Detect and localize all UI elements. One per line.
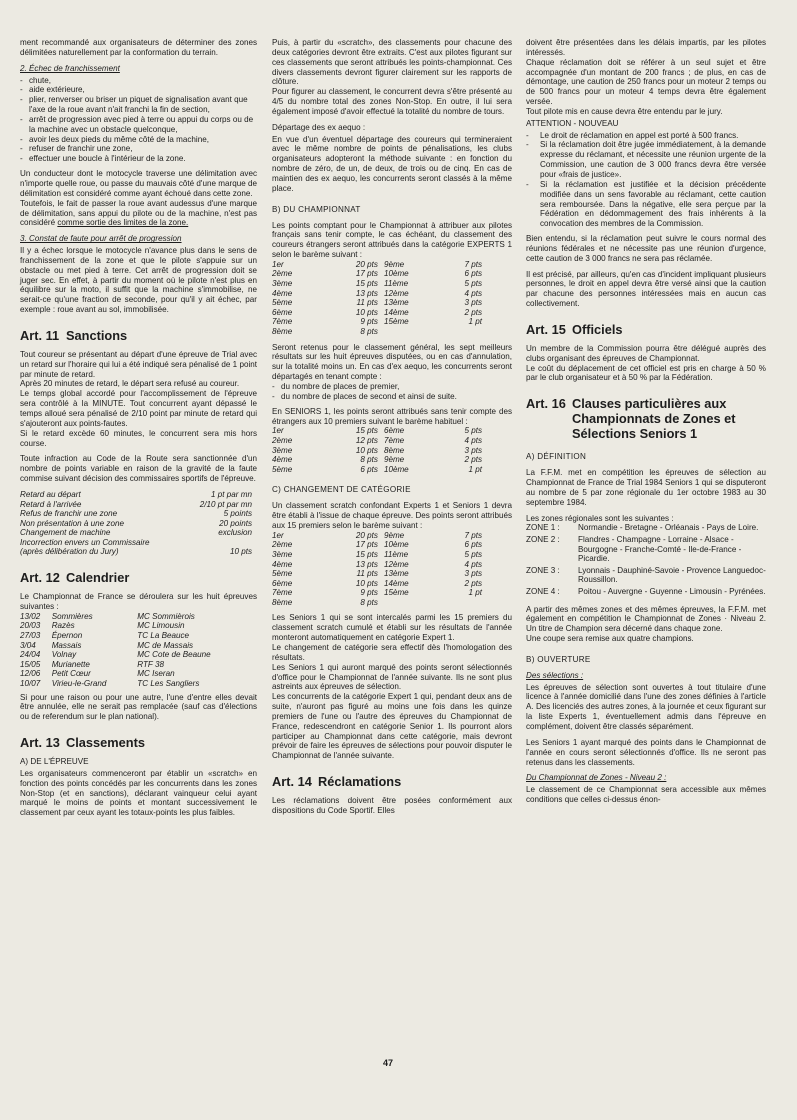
list-item: - refuser de franchir une zone,: [20, 144, 257, 154]
table-row: [272, 569, 482, 579]
article-number: Art. 12: [20, 570, 60, 586]
departage-list: [272, 382, 512, 402]
points: 10 pts: [355, 445, 378, 455]
points: 8 pts: [360, 455, 378, 465]
bien-entendu-paragraph: Bien entendu, si la réclamation peut suivre le cours normal des réunions fédérales et ne nécessite pas une réunion d'urgence, cette caution de 3 000 francs ne sera pas réclamée.: [526, 234, 766, 263]
rank: 12ème: [383, 559, 409, 569]
list-item: - Si la réclamation doit être jugée immédiatement, à la demande expresse du réclamant, et nécessite une réunion urgente de la Commission, une caution de 3 000 francs devra être versée pour «frais de justice».: [526, 140, 766, 179]
table-row: [20, 650, 252, 660]
event-club: MC Iseran: [137, 669, 175, 679]
event-club: MC Cote de Beaune: [137, 650, 211, 660]
table-row: [20, 519, 252, 529]
list-item: - du nombre de places de second et ainsi de suite.: [272, 392, 512, 402]
table-row: [272, 279, 482, 289]
points: 1 pt: [468, 464, 482, 474]
points: 8 pts: [360, 597, 378, 607]
ffm-paragraph: La F.F.M. met en compétition les épreuves de sélection au Championnat de France de Trial 1984 Seniors 1 qui se disputeront au nombre de 5 par zone régionale du 1er octobre 1983 au 30 septembre 1984.: [526, 468, 766, 507]
penalty-label: Refus de franchir une zone: [20, 509, 118, 519]
page-number: 47: [383, 1058, 394, 1068]
rank: 3ème: [272, 445, 293, 455]
championnat-paragraph: Les points comptant pour le Championnat à attribuer aux pilotes français sans tenir compte, le cas échéant, du classement des coureurs étrangers seront attribués dans la catégorie EXPERTS 1 selon le barème suivant :: [272, 220, 512, 260]
rank: 10ème: [383, 540, 409, 550]
points: 6 pts: [464, 540, 482, 550]
table-row: [20, 538, 252, 548]
zone-name: ZONE 2 :: [526, 534, 560, 544]
points: 6 pts: [464, 269, 482, 279]
points: 8 pts: [360, 327, 378, 337]
rank: 10ème: [383, 269, 409, 279]
zone-name: ZONE 1 :: [526, 523, 560, 533]
table-row: [272, 436, 482, 446]
table-row: [526, 523, 766, 535]
points: 12 pts: [355, 435, 378, 445]
points: 17 pts: [355, 540, 378, 550]
coupe-paragraph: Une coupe sera remise aux quatre champions.: [526, 634, 694, 644]
points: 10 pts: [355, 307, 378, 317]
column-right: [526, 38, 766, 811]
zone-regions: Normandie - Bretagne - Orléanais - Pays de Loire.: [578, 523, 759, 533]
table-row: [272, 598, 482, 608]
penalty-value: 20 points: [219, 518, 252, 528]
toutefois-underlined: comme sortie des limites de la zone.: [57, 218, 189, 228]
points: 15 pts: [355, 426, 378, 436]
points: [441, 598, 482, 608]
points: 15 pts: [355, 279, 378, 289]
temps-global-paragraph: Le temps global accordé pour l'accomplissement de l'épreuve sera contrôlé à la MINUTE. Tout concurrent ayant dépassé le temps alloué sera pénalisé de 2/10 point par minute de retard qui s'ajouteront aux points-fautes.: [20, 389, 257, 428]
table-row: [272, 465, 482, 475]
apres20-paragraph: Après 20 minutes de retard, le départ sera refusé au coureur.: [20, 379, 240, 389]
table-row: [526, 587, 766, 599]
event-place: Massais: [51, 640, 82, 650]
points: 3 pts: [464, 445, 482, 455]
zones-table: [526, 523, 766, 598]
points: 4 pts: [464, 435, 482, 445]
list-item: - effectuer une boucle à l'intérieur de la zone.: [20, 154, 257, 164]
rank: 10ème: [383, 464, 409, 474]
points: 13 pts: [355, 288, 378, 298]
retenus-paragraph: Seront retenus pour le classement général, les sept meilleurs résultats sur les huit épreuves disputées, ou en cas d'annulation, sur la totalité moins un. En cas d'ex aequo, les concurrents seront départagés en tenant compte :: [272, 342, 512, 382]
scratch-paragraph: Puis, à partir du «scratch», des classements pour chacune des deux catégories devront être extraits. C'est aux pilotes figurant sur ces classements que seront attribués les points-championnat. Ces divers classements devront figurer clairement sur les rapports de clôture.: [272, 38, 512, 87]
bareme-experts-table: [272, 260, 482, 337]
penalty-label: Incorrection envers un Commissaire: [20, 537, 150, 547]
rank: 1er: [272, 259, 284, 269]
points: 3 pts: [464, 569, 482, 579]
event-club: TC Les Sangliers: [137, 678, 200, 688]
penalty-value: 1 pt par mn: [211, 489, 252, 499]
rank: 7ème: [272, 317, 293, 327]
rank: 2ème: [272, 435, 293, 445]
calendar-outro: Si pour une raison ou pour une autre, l'une d'entre elles devait être annulée, elle ne serait pas remplacée (sauf cas d'élections ou de referendum sur le plan national).: [20, 692, 257, 722]
points: 6 pts: [360, 464, 378, 474]
points: 5 pts: [464, 279, 482, 289]
table-row: [272, 588, 482, 598]
column-middle: [272, 38, 512, 822]
rank: 4ème: [272, 455, 293, 465]
table-row: [272, 269, 482, 279]
list-item: - Le droit de réclamation en appel est porté à 500 francs.: [526, 131, 766, 141]
points: 1 pt: [468, 588, 482, 598]
event-place: Virieu-le-Grand: [51, 678, 107, 688]
list-item: - arrêt de progression avec pied à terre ou appui du corps ou de la machine avec un obstacle quelconque,: [20, 115, 257, 135]
intercales-paragraph: Les Seniors 1 qui se sont intercalés parmi les 15 premiers du classement scratch cumulé et établi sur les résultats de l'année monteront automatiquement en catégorie Expert 1.: [272, 613, 512, 643]
effet-paragraph: Le changement de catégorie sera effectif dès l'homologation des résultats.: [272, 643, 512, 662]
subheading-selections: Des sélections :: [526, 670, 584, 680]
event-date: 13/02: [20, 611, 41, 621]
rank: 13ème: [383, 298, 409, 308]
table-row: [20, 631, 252, 641]
rank: 1er: [272, 426, 284, 436]
officiels-paragraph: Un membre de la Commission pourra être délégué auprès des clubs organisant des épreuves de Championnat.: [526, 343, 766, 363]
selection-paragraph: Les épreuves de sélection sont ouvertes à tout titulaire d'une licence à l'année domicilié dans l'une des zones définies à l'article A. Des licenciés des autres zones, à la journée et ceux figurant sur la liste Experts 1, éventuellement admis dans l'épreuve en complément, doivent être classés séparément.: [526, 682, 766, 731]
table-row: [526, 535, 766, 566]
zones-intro: Les zones régionales sont les suivantes :: [526, 513, 674, 523]
subheading-changement: C) CHANGEMENT DE CATÉGORIE: [272, 485, 411, 495]
article-15-heading: [526, 322, 766, 337]
rank: 8ème: [272, 597, 293, 607]
rank: 9ème: [383, 259, 405, 269]
points: 5 pts: [464, 549, 482, 559]
event-club: MC Limousin: [137, 621, 185, 631]
infraction-paragraph: Toute infraction au Code de la Route sera sanctionnée d'un nombre de points variable en raison de la gravité de la faute commise suivant décision des commissaires sportifs de l'épreuve.: [20, 454, 257, 484]
rank: 7ème: [383, 435, 405, 445]
points: 4 pts: [464, 559, 482, 569]
points: 11 pts: [356, 298, 378, 308]
event-place: Épernon: [51, 630, 83, 640]
table-row: [272, 550, 482, 560]
event-club: RTF 38: [137, 659, 164, 669]
event-place: Murianette: [51, 659, 90, 669]
list-item: - du nombre de places de premier,: [272, 382, 512, 392]
event-club: TC La Beauce: [137, 630, 190, 640]
rank: 7ème: [272, 588, 293, 598]
points: 5 pts: [464, 426, 482, 436]
rank: 4ème: [272, 559, 293, 569]
niveau2-paragraph: A partir des mêmes zones et des mêmes épreuves, la F.F.M. met également en compétition le Championnat de Zones · Niveau 2. Un titre de Champion sera décerné dans chaque zone.: [526, 604, 766, 634]
subheading-championnat: B) DU CHAMPIONNAT: [272, 204, 361, 214]
article-title: Classements: [66, 735, 145, 751]
list-item: - chute,: [20, 76, 257, 86]
figurer-paragraph: Pour figurer au classement, le concurrent devra s'être présenté au 4/5 du nombre total des zones Non-Stop. En outre, il lui sera également imposé d'avoir effectué la totalité du nombre de tours.: [272, 87, 512, 116]
rank: 15ème: [383, 317, 409, 327]
penalty-label: Retard à l'arrivée: [20, 499, 82, 509]
points: 10 pts: [355, 578, 378, 588]
table-row: [272, 455, 482, 465]
event-date: 27/03: [20, 630, 41, 640]
rank: 9ème: [383, 530, 405, 540]
event-date: 10/07: [20, 678, 41, 688]
list-item: - aide extérieure,: [20, 85, 257, 95]
list-item: - avoir les deux pieds du même côté de la machine,: [20, 135, 257, 145]
article-number: Art. 13: [20, 735, 60, 751]
hors-course-paragraph: Si le retard excède 60 minutes, le concurrent sera mis hors course.: [20, 428, 257, 448]
rank: 9ème: [383, 455, 405, 465]
cout-paragraph: Le coût du déplacement de cet officiel est pris en charge à 50 % par le club organisateur et à 50 % par la Fédération.: [526, 363, 766, 383]
article-number: Art. 14: [272, 774, 312, 790]
article-title: Calendrier: [66, 570, 130, 586]
event-date: 20/03: [20, 621, 41, 631]
conducteur-paragraph: Un conducteur dont le motocycle traverse une délimitation avec n'importe quelle roue, ou passe du mauvais côté d'une marque de délimitation est considéré comme ayant échoué dans cette zone.: [20, 169, 257, 198]
penalty-value: exclusion: [218, 528, 252, 538]
rank: 5ème: [272, 569, 293, 579]
expert-paragraph: Les concurrents de la catégorie Expert 1 qui, pendant deux ans de suite, n'auront pas figuré au moins une fois dans les quinze premiers de l'une ou l'autre des épreuves du Championnat de France, redescendront en catégorie Senior 1. Ils pourront alors participer au Championnat dans cette catégorie, mais devront prévoir de faire les épreuves de sélections pour pouvoir disputer le Championnat de l'année suivante.: [272, 692, 512, 761]
table-row: [20, 621, 252, 631]
intro-paragraph: ment recommandé aux organisateurs de déterminer des zones délimitées naturellement par la conformation du terrain.: [20, 38, 257, 57]
table-row: [272, 289, 482, 299]
table-row: [272, 327, 482, 337]
attention-heading: ATTENTION - NOUVEAU: [526, 118, 619, 128]
penalty-value: 2/10 pt par mn: [199, 499, 252, 509]
article-title: Officiels: [572, 321, 623, 337]
caution-paragraph: Chaque réclamation doit se référer à un seul sujet et être accompagnée d'un montant de 200 francs ; de plus, en cas de démontage, une caution de 250 francs pour un moteur 2 temps ou de 500 francs pour un moteur 4 temps devra être également versée.: [526, 57, 766, 107]
article-16-heading: [526, 396, 766, 441]
event-date: 12/06: [20, 669, 41, 679]
event-date: 3/04: [20, 640, 36, 650]
penalty-label: Retard au départ: [20, 489, 81, 499]
article-14-heading: [272, 774, 512, 789]
points: 13 pts: [355, 559, 378, 569]
rank: 13ème: [383, 569, 409, 579]
toutefois-text: Toutefois, le fait de passer la roue avant audessus d'une marque de délimitation, sans appui du pilote ou de la machine, n'est pas considéré: [20, 198, 257, 228]
subheading-championnat-zones: Du Championnat de Zones - Niveau 2 :: [526, 773, 667, 783]
rank: 2ème: [272, 540, 293, 550]
article-title: Sanctions: [66, 327, 128, 343]
penalty-value: 5 points: [223, 509, 252, 519]
bareme-scratch-table: [272, 531, 482, 608]
delais-paragraph: doivent être présentées dans les délais impartis, par les pilotes intéressés.: [526, 38, 766, 57]
table-row: [20, 528, 252, 538]
event-place: Sommières: [51, 611, 93, 621]
points: 7 pts: [464, 259, 482, 269]
rank: 3ème: [272, 279, 293, 289]
table-row: [20, 641, 252, 651]
zone-name: ZONE 4 :: [526, 586, 560, 596]
article-11-heading: [20, 328, 257, 343]
rank: 5ème: [272, 298, 293, 308]
rank: 12ème: [383, 288, 409, 298]
points: 2 pts: [464, 455, 482, 465]
table-row: [272, 308, 482, 318]
rank: 14ème: [383, 578, 409, 588]
subheading-definition: A) DÉFINITION: [526, 452, 587, 462]
event-club: MC de Massais: [137, 640, 194, 650]
points: 9 pts: [360, 317, 378, 327]
rank: 4ème: [272, 288, 293, 298]
table-row: [272, 579, 482, 589]
toutefois-paragraph: [20, 199, 257, 229]
article-title: Clauses particulières aux Championnats de Zones et Sélections Seniors 1: [572, 396, 736, 442]
column-left: [20, 38, 257, 824]
list-item: - plier, renverser ou briser un piquet de signalisation avant que l'axe de la roue avant n'ait franchi la fin de section,: [20, 95, 257, 115]
subheading-constat: 3. Constat de faute pour arrêt de progression: [20, 234, 182, 244]
table-row: [272, 317, 482, 327]
rank: [384, 327, 441, 337]
event-club: MC Sommièrois: [137, 611, 195, 621]
points: 11 pts: [356, 569, 378, 579]
article-number: Art. 15: [526, 321, 566, 337]
rank: [384, 598, 441, 608]
event-place: Volnay: [51, 650, 77, 660]
article-title: Réclamations: [318, 774, 402, 790]
table-row: [20, 500, 252, 510]
points: 4 pts: [464, 288, 482, 298]
rank: 11ème: [383, 549, 409, 559]
epreuve-paragraph: Les organisateurs commenceront par établir un «scratch» en fonction des points concédés par les concurrents dans les zones Non-Stop (et en sanctions), déclarant vainqueur celui ayant marqué le moins de points et montant successivement le classement par ceux ayant les totaux-points les plus faibles.: [20, 768, 257, 818]
bareme-seniors-table: [272, 426, 482, 474]
table-row: [272, 531, 482, 541]
seniors1-paragraph: En SENIORS 1, les points seront attribués sans tenir compte des étrangers aux 10 premiers suivant le barème habituel :: [272, 406, 512, 426]
event-place: Razès: [51, 621, 75, 631]
points: 9 pts: [360, 588, 378, 598]
constat-paragraph: Il y a échec lorsque le motocycle n'avance plus dans le sens de franchissement de la zone et que le pilote s'appuie sur un obstacle ou met pied à terre. Cet arrêt de progression doit se juger sec. En effet, à partir du moment où le pilote n'est plus en équilibre sur la moto, il suffit que la machine s'immobilise, ne serait-ce qu'une fraction de seconde, pour qu'il y ait échec, par exemple : roue avant au sol, immobilisée.: [20, 246, 257, 315]
penalty-value: 10 pts: [229, 547, 252, 557]
subheading-ouverture: B) OUVERTURE: [526, 654, 591, 664]
table-row: [20, 679, 252, 689]
rank: 15ème: [383, 588, 409, 598]
penalty-table: [20, 490, 252, 557]
rank: 1er: [272, 530, 284, 540]
rank: 8ème: [272, 327, 293, 337]
office-paragraph: Les Seniors 1 ayant marqué des points dans le Championnat de l'année en cours seront sélectionnés d'office. Ils ne seront pas retenus dans les classements.: [526, 737, 766, 767]
zone-regions: Lyonnais - Dauphiné-Savoie - Provence Languedoc-Roussillon.: [578, 565, 766, 585]
points: 3 pts: [464, 298, 482, 308]
jury-paragraph: Tout pilote mis en cause devra être entendu par le jury.: [526, 106, 723, 116]
calendar-intro: Le Championnat de France se déroulera sur les huit épreuves suivantes :: [20, 592, 257, 611]
points: 1 pt: [468, 317, 482, 327]
table-row: [272, 260, 482, 270]
article-number: Art. 11: [20, 327, 60, 343]
points: 17 pts: [355, 269, 378, 279]
table-row: [272, 426, 482, 436]
points: [441, 327, 482, 337]
subheading-departage: Départage des ex aequo :: [272, 122, 366, 132]
article-12-heading: [20, 570, 257, 585]
points: 20 pts: [355, 530, 378, 540]
classement-zones-paragraph: Le classement de ce Championnat sera accessible aux mêmes conditions que celles ci-dessus énon-: [526, 785, 766, 805]
subheading-echec: 2. Échec de franchissement: [20, 63, 120, 73]
points: 7 pts: [464, 530, 482, 540]
rank: 11ème: [383, 279, 409, 289]
reclamations-paragraph: Les réclamations doivent être posées conformément aux dispositions du Code Sportif. Elles: [272, 796, 512, 815]
event-place: Petit Cœur: [51, 669, 91, 679]
table-row: [272, 560, 482, 570]
rank: 2ème: [272, 269, 293, 279]
table-row: [20, 660, 252, 670]
penalty-label: (après délibération du Jury): [20, 547, 119, 557]
zone-name: ZONE 3 :: [526, 565, 560, 575]
retard-paragraph: Tout coureur se présentant au départ d'une épreuve de Trial avec un retard sur l'horaire qui lui a été indiqué sera pénalisé de 1 point par minute de retard.: [20, 349, 257, 379]
penalty-label: Non présentation à une zone: [20, 518, 124, 528]
table-row: [526, 566, 766, 587]
rank: 6ème: [272, 307, 293, 317]
calendar-table: [20, 612, 252, 689]
penalty-label: Changement de machine: [20, 528, 111, 538]
seniors-marque-paragraph: Les Seniors 1 qui auront marqué des points seront sélectionnés d'office pour le Championnat de l'année suivante. Ils ne sont plus astreints aux épreuves de sélection.: [272, 662, 512, 692]
rank: 8ème: [383, 445, 405, 455]
subheading-epreuve: A) DE L'ÉPREUVE: [20, 757, 89, 767]
event-date: 15/05: [20, 659, 41, 669]
article-number: Art. 16: [526, 396, 566, 412]
rank: 6ème: [272, 578, 293, 588]
table-row: [20, 547, 252, 557]
list-item: - Si la réclamation est justifiée et la décision précédente modifiée dans un sens favorable au réclamant, cette caution sera remboursée. Dans la négative, elle sera perçue par la Fédération en dédommagement des frais inhérents à la convocation des membres de la Commission.: [526, 180, 766, 229]
table-row: [20, 509, 252, 519]
table-row: [272, 446, 482, 456]
rank: 14ème: [383, 307, 409, 317]
zone-regions: Flandres - Champagne - Lorraine - Alsace - Bourgogne - Franche-Comté - Ile-de-France - Picardie.: [578, 534, 742, 564]
rank: 6ème: [383, 426, 405, 436]
penalty-value: [185, 538, 252, 548]
zone-regions: Poitou - Auvergne - Guyenne - Limousin - Pyrénées.: [578, 586, 766, 596]
table-row: [20, 669, 252, 679]
rank: 5ème: [272, 464, 293, 474]
event-date: 24/04: [20, 650, 41, 660]
points: 20 pts: [355, 259, 378, 269]
table-row: [272, 298, 482, 308]
article-13-heading: [20, 735, 257, 750]
attention-list: [526, 131, 766, 229]
changement-paragraph: Un classement scratch confondant Experts 1 et Seniors 1 devra être établi à l'issue de chaque épreuve. Des points seront attribués aux 15 premiers selon le barème suivant :: [272, 501, 512, 530]
table-row: [272, 540, 482, 550]
points: 2 pts: [464, 307, 482, 317]
table-row: [20, 490, 252, 500]
departage-paragraph: En vue d'un éventuel départage des coureurs qui termineraient avec le même nombre de points de pénalisations, les clubs organisateurs adopteront la méthode suivante : en fonction du nombre de zéro, de un, de deux, de trois ou de cinq. En cas de maintien des ex aequo, les concurrents seront classés à la même place.: [272, 134, 512, 193]
points: 2 pts: [464, 578, 482, 588]
echec-list: [20, 76, 257, 165]
rank: 3ème: [272, 549, 293, 559]
precise-paragraph: Il est précisé, par ailleurs, qu'en cas d'incident impliquant plusieurs personnes, le droit en appel devra être versé ainsi que la caution par chacune des personnes intéressées mais en aucun cas collectivement.: [526, 269, 766, 309]
points: 15 pts: [355, 549, 378, 559]
table-row: [20, 612, 252, 622]
